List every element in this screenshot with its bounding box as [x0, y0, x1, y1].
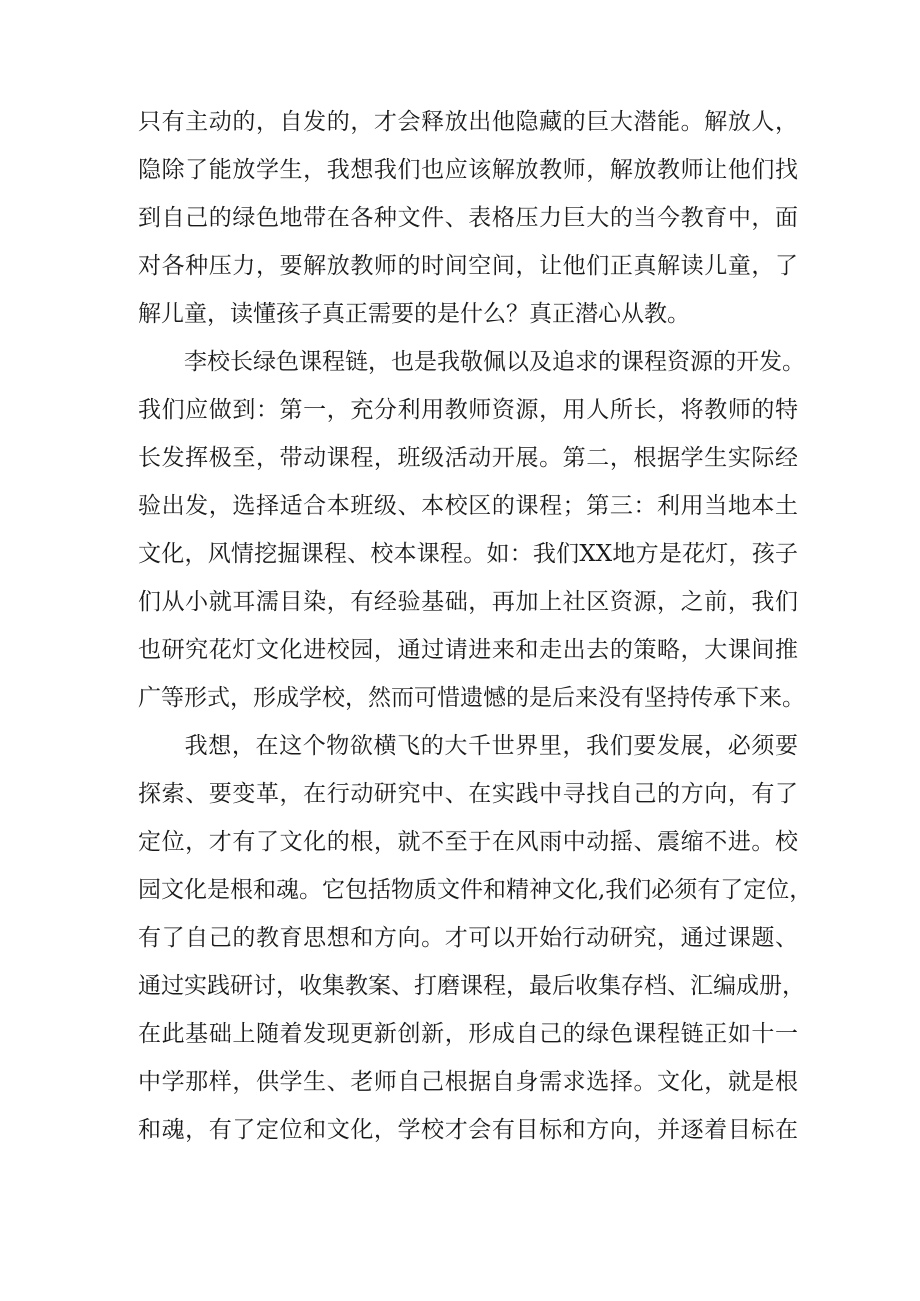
text-line: 在此基础上随着发现更新创新，形成自己的绿色课程链正如十一: [138, 1021, 798, 1047]
text-line: 探索、要变革，在行动研究中、在实践中寻找自己的方向，有了: [138, 781, 798, 807]
body-text: [138, 98, 813, 1154]
text-line: 对各种压力，要解放教师的时间空间，让他们正真解读儿童，了: [138, 253, 798, 279]
text-line: 广等形式，形成学校，然而可惜遗憾的是后来没有坚持传承下来。: [138, 685, 805, 711]
text-line: 中学那样，供学生、老师自己根据自身需求选择。文化，就是根: [138, 1069, 798, 1095]
text-line: [138, 722, 798, 770]
paragraph-3: [138, 722, 813, 1154]
text-line: 隐除了能放学生，我想我们也应该解放教师，解放教师让他们找: [138, 157, 798, 183]
text-line: 只有主动的，自发的，才会释放出他隐藏的巨大潜能。解放人，: [138, 109, 798, 135]
text-line: 定位，才有了文化的根，就不至于在风雨中动摇、震缩不进。校: [138, 829, 798, 855]
text-line: [138, 338, 805, 386]
text-line: 和魂，有了定位和文化，学校才会有目标和方向，并逐着目标在: [138, 1117, 798, 1143]
text-line: 解儿童，读懂孩子真正需要的是什么？真正潜心从教。: [138, 301, 690, 327]
text-line: 长发挥极至，带动课程，班级活动开展。第二，根据学生实际经: [138, 445, 798, 471]
paragraph-1: [138, 98, 798, 338]
paragraph-2: [138, 338, 805, 722]
text-line-content: 李校长绿色课程链，也是我敬佩以及追求的课程资源的开发。: [184, 349, 805, 375]
text-line: 园文化是根和魂。它包括物质文件和精神文化,我们必须有了定位，: [138, 877, 813, 903]
text-line: 通过实践研讨，收集教案、打磨课程，最后收集存档、汇编成册，: [138, 973, 805, 999]
text-line-content: 我想，在这个物欲横飞的大千世界里，我们要发展，必须要: [184, 733, 798, 759]
text-line: 文化，风情挖掘课程、校本课程。如：我们XX地方是花灯，孩子: [138, 541, 798, 567]
text-line: 也研究花灯文化进校园，通过请进来和走出去的策略，大课间推: [138, 637, 798, 663]
text-line: 有了自己的教育思想和方向。才可以开始行动研究，通过课题、: [138, 925, 798, 951]
text-line: 我们应做到：第一，充分利用教师资源，用人所长，将教师的特: [138, 397, 798, 423]
text-line: 到自己的绿色地带在各种文件、表格压力巨大的当今教育中，面: [138, 205, 798, 231]
text-line: 验出发，选择适合本班级、本校区的课程；第三：利用当地本土: [138, 493, 798, 519]
text-line: 们从小就耳濡目染，有经验基础，再加上社区资源，之前，我们: [138, 589, 798, 615]
